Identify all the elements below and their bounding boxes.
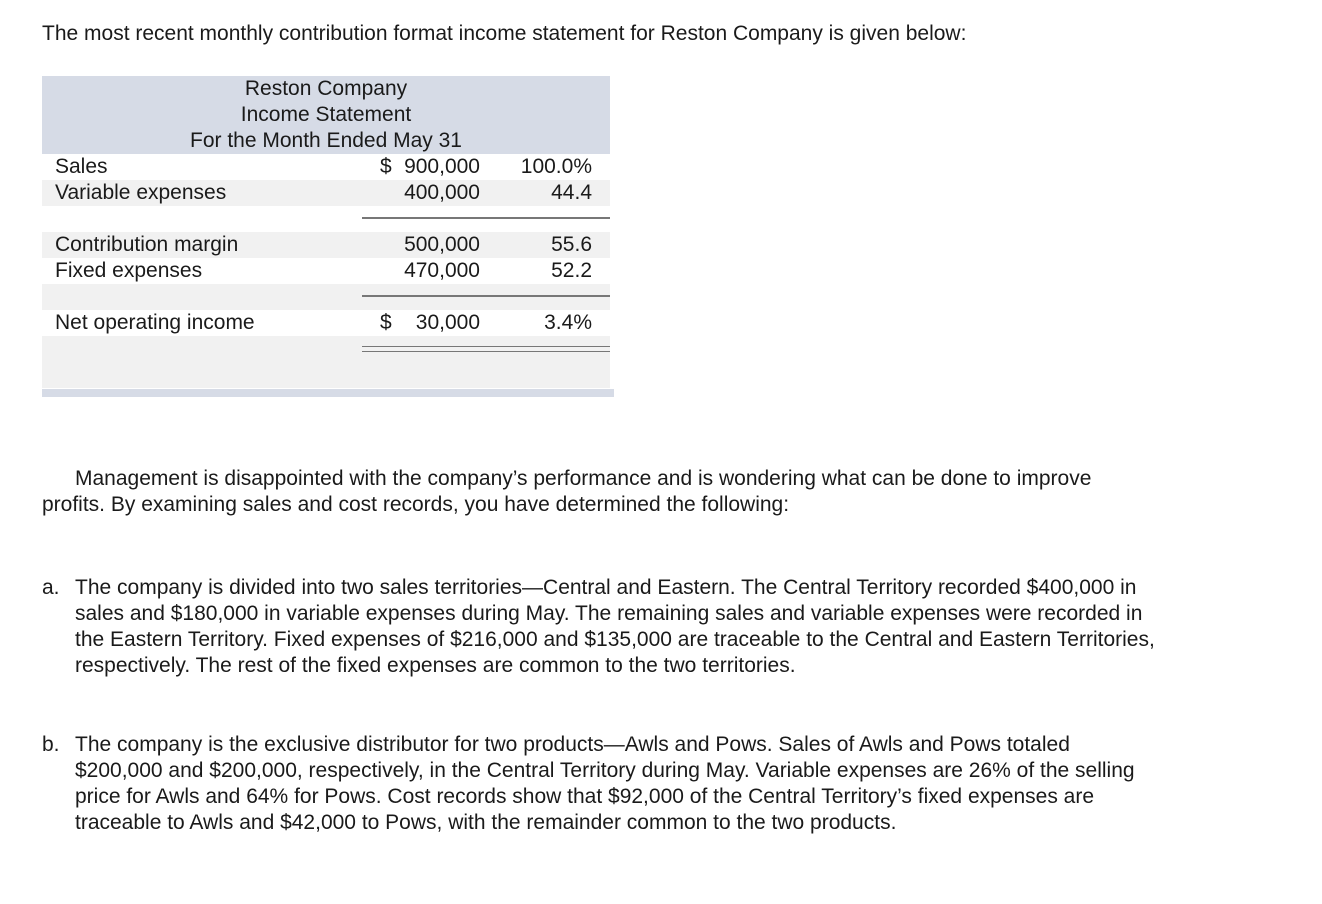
table-row: [42, 154, 610, 180]
row-spacer: [42, 284, 610, 310]
row-percent: 52.2: [551, 259, 592, 282]
row-amount: 900,000: [404, 155, 480, 178]
list-item: [42, 732, 1162, 836]
list-item: [42, 575, 1162, 679]
double-rule-bottom: [362, 351, 610, 352]
item-marker: a.: [42, 576, 60, 599]
row-amount: 30,000: [415, 311, 480, 334]
table-row: [42, 258, 610, 284]
table-bottom-bar: [42, 389, 614, 397]
item-marker: b.: [42, 733, 60, 756]
row-percent: 55.6: [551, 233, 592, 256]
currency-symbol: $: [380, 155, 392, 178]
row-label: Fixed expenses: [55, 259, 203, 282]
row-percent: 100.0%: [520, 155, 592, 178]
row-amount: 400,000: [404, 181, 480, 204]
double-rule-top: [362, 346, 610, 347]
row-percent: 3.4%: [544, 311, 592, 334]
row-label: Net operating income: [55, 311, 255, 334]
table-row: [42, 180, 610, 206]
table-row: [42, 310, 610, 336]
item-text: The company is the exclusive distributor for two products—Awls and Pows. Sales of Awls and Pows totaled $200,000 and $200,000, respectively, in the Central Territory during May. Variable expenses are 26% of the selling price for Awls and 64% for Pows. Cost records show that $92,000 of the Central Territory’s fixed expenses are traceable to Awls and $42,000 to Pows, with the remainder common to the two products.: [75, 733, 1135, 834]
row-label: Contribution margin: [55, 233, 239, 256]
row-label: Sales: [55, 155, 108, 178]
management-paragraph: Management is disappointed with the company’s performance and is wondering what can be done to improve profits. By examining sales and cost records, you have determined the following:: [42, 467, 1092, 516]
row-label: Variable expenses: [55, 181, 227, 204]
row-amount: 470,000: [404, 259, 480, 282]
table-row: [42, 232, 610, 258]
company-name: Reston Company: [244, 77, 408, 100]
intro-text: The most recent monthly contribution format income statement for Reston Company is given below:: [42, 22, 967, 45]
row-amount: 500,000: [404, 233, 480, 256]
row-spacer: [42, 336, 610, 388]
row-percent: 44.4: [551, 181, 592, 204]
income-statement-table: [42, 76, 610, 334]
item-text: The company is divided into two sales territories—Central and Eastern. The Central Territory recorded $400,000 in sales and $180,000 in variable expenses during May. The remaining sales and variable expenses were recorded in the Eastern Territory. Fixed expenses of $216,000 and $135,000 are traceable to the Central and Eastern Territories, respectively. The rest of the fixed expenses are common to the two territories.: [75, 576, 1155, 677]
subtotal-rule: [362, 295, 610, 297]
statement-header: [42, 76, 610, 154]
statement-title: Income Statement: [240, 103, 412, 126]
currency-symbol: $: [380, 311, 392, 334]
statement-period: For the Month Ended May 31: [190, 129, 462, 152]
subtotal-rule: [362, 217, 610, 219]
